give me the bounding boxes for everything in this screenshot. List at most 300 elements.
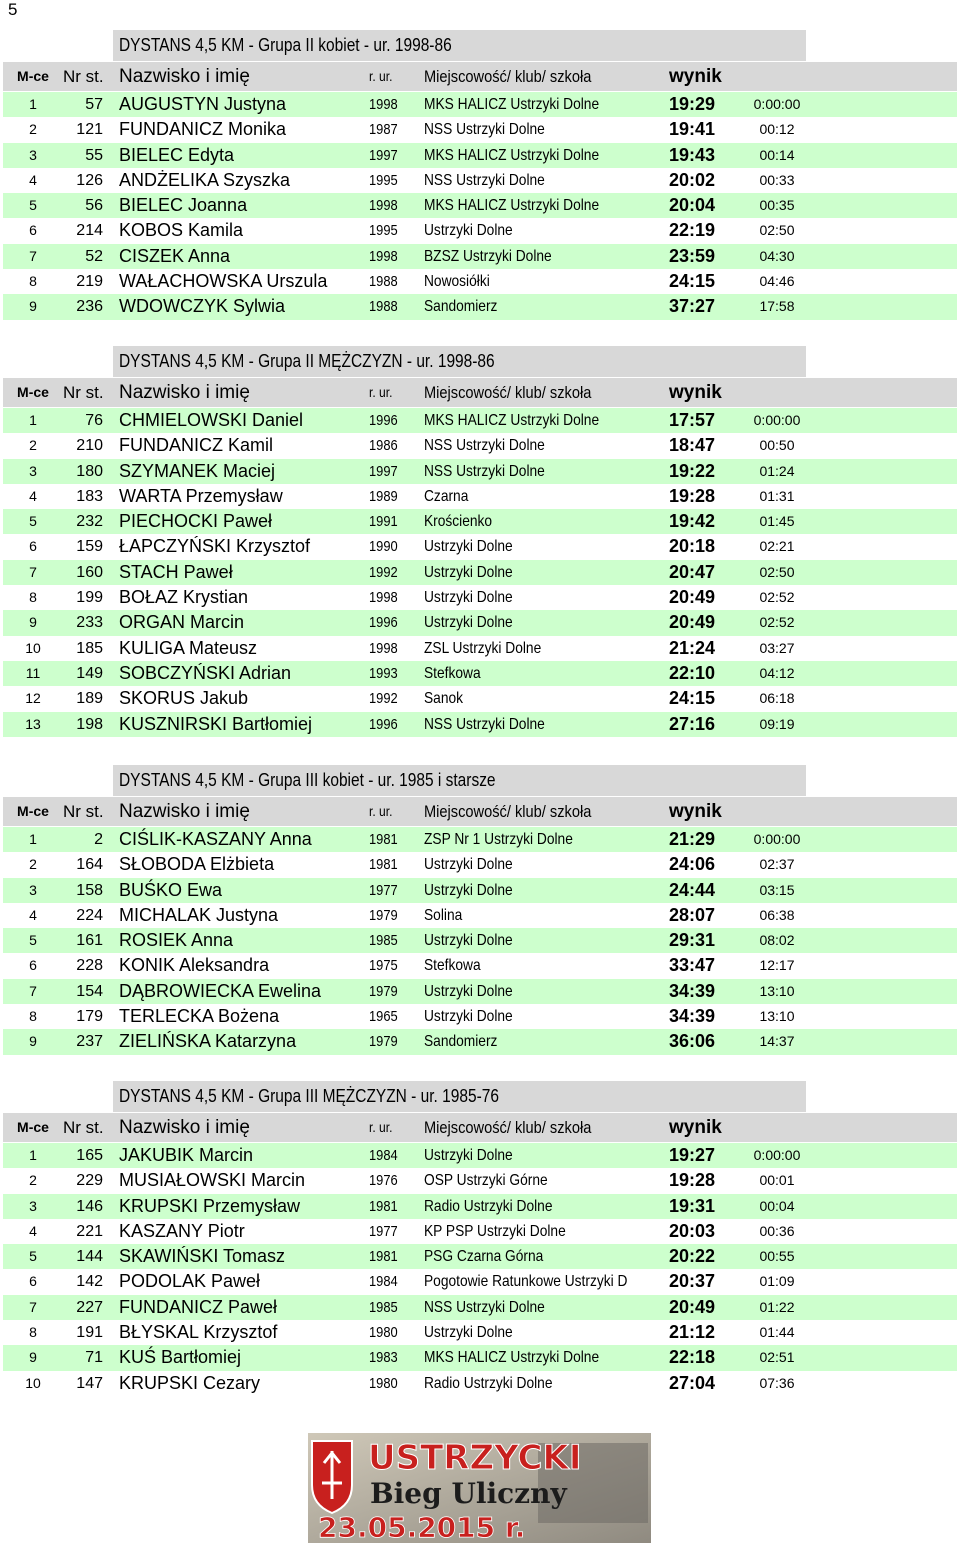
club [424, 1219, 652, 1244]
time-gap: 13:10 [759, 982, 795, 999]
place: 2 [29, 121, 37, 138]
runner-name: WDOWCZYK Sylwia [119, 296, 285, 317]
time-gap: 14:37 [759, 1033, 795, 1050]
table-row [3, 903, 957, 928]
birth-year-text: 1992 [369, 690, 398, 708]
header-club [424, 797, 652, 826]
birth-year-text: 1996 [369, 412, 398, 429]
club [424, 878, 652, 903]
club [424, 827, 652, 852]
runner-name: KOBOS Kamila [119, 220, 244, 241]
table-row [3, 1168, 957, 1193]
result-time: 24:15 [669, 688, 716, 709]
table-row [3, 1219, 957, 1244]
table-row [3, 928, 957, 953]
result-time: 20:04 [669, 195, 716, 216]
time-gap: 02:50 [759, 563, 795, 580]
section-title-text: DYSTANS 4,5 KM - Grupa II kobiet - ur. 1998-86 [119, 35, 452, 55]
runner-name: MICHALAK Justyna [119, 904, 279, 925]
place: 9 [29, 1033, 37, 1050]
place: 2 [29, 1172, 37, 1189]
header-nr: Nr st. [63, 67, 104, 86]
birth-year [369, 1244, 402, 1269]
bib-number: 228 [76, 957, 103, 975]
bib-number: 159 [76, 538, 103, 556]
runner-name: KONIK Aleksandra [119, 955, 270, 976]
club-text: ZSL Ustrzyki Dolne [424, 639, 542, 657]
club [424, 1194, 652, 1219]
result-time: 33:47 [669, 955, 716, 976]
place: 2 [29, 437, 37, 454]
place: 2 [29, 856, 37, 873]
club-text: NSS Ustrzyki Dolne [424, 121, 545, 139]
birth-year-text: 1979 [369, 1033, 398, 1051]
place: 12 [25, 690, 41, 707]
place: 7 [29, 1298, 37, 1315]
club-text: Stefkowa [424, 957, 481, 975]
birth-year-text: 1996 [369, 715, 398, 733]
table-row [3, 117, 957, 142]
result-time: 27:16 [669, 713, 716, 734]
time-gap: 08:02 [759, 932, 795, 949]
place: 7 [29, 247, 37, 264]
table-row [3, 1004, 957, 1029]
header-year [369, 62, 396, 91]
birth-year-text: 1988 [369, 273, 398, 291]
time-gap: 07:36 [759, 1374, 795, 1391]
place: 6 [29, 1273, 37, 1290]
time-gap: 00:55 [759, 1248, 795, 1265]
runner-name: FUNDANICZ Paweł [119, 1296, 278, 1317]
header-result: wynik [669, 382, 722, 403]
birth-year [369, 560, 402, 585]
time-gap: 13:10 [759, 1008, 795, 1025]
result-time: 20:22 [669, 1246, 716, 1267]
birth-year-text: 1977 [369, 881, 398, 899]
birth-year [369, 92, 402, 117]
table-row [3, 686, 957, 711]
header-club-text: Miejscowość/ klub/ szkoła [424, 67, 592, 86]
club [424, 459, 652, 484]
table-row [3, 193, 957, 218]
runner-name: BOŁAZ Krystian [119, 587, 249, 608]
table-row [3, 1194, 957, 1219]
time-gap: 03:15 [759, 881, 795, 898]
header-year-text: r. ur. [369, 803, 393, 819]
table-row [3, 1029, 957, 1054]
table-row [3, 1295, 957, 1320]
birth-year [369, 143, 402, 168]
table-header [3, 797, 957, 826]
logo-date: 23.05.2015 r. [318, 1511, 526, 1543]
club [424, 433, 652, 458]
bib-number: 199 [76, 589, 103, 607]
bib-number: 126 [76, 171, 103, 189]
place: 9 [29, 298, 37, 315]
header-nr: Nr st. [63, 1118, 104, 1137]
club [424, 269, 652, 294]
club [424, 1143, 652, 1168]
bib-number: 161 [76, 932, 103, 950]
result-time: 19:43 [669, 144, 716, 165]
bib-number: 2 [94, 831, 103, 848]
time-gap: 04:12 [759, 664, 795, 681]
club [424, 218, 652, 243]
birth-year [369, 1143, 402, 1168]
birth-year-text: 1990 [369, 538, 398, 556]
header-result: wynik [669, 801, 722, 822]
place: 1 [29, 831, 37, 847]
club-text: Sandomierz [424, 298, 498, 316]
table-row [3, 459, 957, 484]
time-gap: 0:00:00 [753, 831, 801, 847]
birth-year-text: 1983 [369, 1349, 398, 1367]
header-result: wynik [669, 1117, 722, 1138]
bib-number: 154 [76, 982, 103, 1000]
birth-year [369, 878, 402, 903]
club [424, 168, 652, 193]
header-club-text: Miejscowość/ klub/ szkoła [424, 1118, 592, 1137]
header-club [424, 62, 652, 91]
club [424, 117, 652, 142]
birth-year-text: 1998 [369, 247, 398, 265]
result-time: 21:29 [669, 829, 716, 849]
result-time: 20:18 [669, 536, 716, 557]
header-club [424, 378, 652, 407]
table-header [3, 1113, 957, 1142]
birth-year [369, 244, 402, 269]
time-gap: 01:44 [759, 1324, 795, 1341]
club [424, 1371, 652, 1396]
bib-number: 71 [85, 1349, 103, 1367]
club-text: BZSZ Ustrzyki Dolne [424, 247, 552, 265]
section-title [113, 30, 806, 61]
runner-name: SZYMANEK Maciej [119, 460, 276, 481]
club-text: NSS Ustrzyki Dolne [424, 715, 545, 733]
birth-year-text: 1980 [369, 1324, 398, 1342]
runner-name: ZIELIŃSKA Katarzyna [119, 1031, 297, 1052]
place: 8 [29, 1008, 37, 1025]
club-text: Ustrzyki Dolne [424, 982, 513, 1000]
time-gap: 0:00:00 [753, 96, 801, 112]
result-time: 22:19 [669, 220, 716, 241]
runner-name: SŁOBODA Elżbieta [119, 854, 275, 875]
place: 6 [29, 222, 37, 239]
birth-year [369, 636, 402, 661]
club-text: Radio Ustrzyki Dolne [424, 1374, 553, 1392]
section-title [113, 1081, 806, 1112]
time-gap: 0:00:00 [753, 412, 801, 428]
club-text: Ustrzyki Dolne [424, 881, 513, 899]
coat-of-arms-icon [312, 1441, 352, 1513]
place: 5 [29, 197, 37, 214]
time-gap: 00:36 [759, 1222, 795, 1239]
table-row [3, 585, 957, 610]
club-text: ZSP Nr 1 Ustrzyki Dolne [424, 831, 573, 848]
birth-year [369, 509, 402, 534]
time-gap: 00:33 [759, 171, 795, 188]
table-row [3, 712, 957, 737]
bib-number: 233 [76, 614, 103, 632]
result-time: 20:49 [669, 1296, 716, 1317]
runner-name: KULIGA Mateusz [119, 637, 258, 658]
result-time: 17:57 [669, 410, 716, 430]
result-time: 19:41 [669, 119, 716, 140]
table-row [3, 509, 957, 534]
club-text: MKS HALICZ Ustrzyki Dolne [424, 96, 600, 113]
table-row [3, 534, 957, 559]
birth-year-text: 1975 [369, 957, 398, 975]
club [424, 1029, 652, 1054]
club [424, 928, 652, 953]
bib-number: 189 [76, 690, 103, 708]
result-time: 20:49 [669, 587, 716, 608]
runner-name: SKAWIŃSKI Tomasz [119, 1246, 286, 1267]
birth-year-text: 1984 [369, 1147, 398, 1164]
section-title-text: DYSTANS 4,5 KM - Grupa II MĘŻCZYZN - ur. 1998-86 [119, 351, 495, 371]
result-time: 24:06 [669, 854, 716, 875]
table-row [3, 168, 957, 193]
page-number: 5 [8, 0, 18, 19]
bib-number: 146 [76, 1197, 103, 1215]
place: 10 [25, 639, 41, 656]
club-text: Ustrzyki Dolne [424, 589, 513, 607]
birth-year [369, 433, 402, 458]
result-time: 20:02 [669, 169, 716, 190]
table-row [3, 484, 957, 509]
table-row [3, 953, 957, 978]
header-year-text: r. ur. [369, 384, 393, 400]
club-text: Ustrzyki Dolne [424, 1147, 513, 1164]
time-gap: 01:31 [759, 487, 795, 504]
bib-number: 52 [85, 247, 103, 265]
place: 6 [29, 538, 37, 555]
result-time: 20:49 [669, 612, 716, 633]
bib-number: 76 [85, 412, 103, 429]
bib-number: 56 [85, 197, 103, 215]
club [424, 1168, 652, 1193]
table-header [3, 378, 957, 407]
section-title-text: DYSTANS 4,5 KM - Grupa III kobiet - ur. 1985 i starsze [119, 770, 496, 790]
bib-number: 224 [76, 906, 103, 924]
result-time: 19:31 [669, 1195, 716, 1216]
result-time: 34:39 [669, 1006, 716, 1027]
place: 3 [29, 1197, 37, 1214]
time-gap: 02:51 [759, 1349, 795, 1366]
time-gap: 17:58 [759, 298, 795, 315]
club-text: Ustrzyki Dolne [424, 1008, 513, 1026]
logo-subtitle: Bieg Uliczny [370, 1477, 567, 1510]
time-gap: 00:35 [759, 197, 795, 214]
birth-year [369, 1004, 402, 1029]
place: 3 [29, 881, 37, 898]
club-text: Radio Ustrzyki Dolne [424, 1197, 553, 1215]
club-text: NSS Ustrzyki Dolne [424, 1298, 545, 1316]
club-text: NSS Ustrzyki Dolne [424, 171, 545, 189]
birth-year-text: 1981 [369, 1197, 398, 1215]
place: 10 [25, 1374, 41, 1391]
result-time: 27:04 [669, 1372, 716, 1393]
bib-number: 55 [85, 146, 103, 164]
time-gap: 01:45 [759, 513, 795, 530]
result-time: 19:28 [669, 1170, 716, 1191]
birth-year-text: 1991 [369, 513, 398, 531]
header-year-text: r. ur. [369, 1119, 393, 1135]
place: 4 [29, 171, 37, 188]
bib-number: 221 [76, 1222, 103, 1240]
time-gap: 02:21 [759, 538, 795, 555]
runner-name: KUŚ Bartłomiej [119, 1347, 242, 1368]
birth-year [369, 484, 402, 509]
club-text: Ustrzyki Dolne [424, 856, 513, 874]
club [424, 294, 652, 319]
runner-name: WAŁACHOWSKA Urszula [119, 271, 328, 292]
club-text: Czarna [424, 487, 469, 505]
place: 7 [29, 563, 37, 580]
event-logo [308, 1433, 651, 1543]
birth-year [369, 1345, 402, 1370]
section-title [113, 346, 806, 377]
result-time: 20:47 [669, 561, 716, 582]
table-row [3, 143, 957, 168]
birth-year-text: 1988 [369, 298, 398, 316]
runner-name: BŁYSKAL Krzysztof [119, 1322, 278, 1343]
header-club [424, 1113, 652, 1142]
birth-year-text: 1980 [369, 1374, 398, 1392]
place: 9 [29, 1349, 37, 1366]
club-text: Ustrzyki Dolne [424, 538, 513, 556]
birth-year-text: 1979 [369, 982, 398, 1000]
time-gap: 04:30 [759, 247, 795, 264]
birth-year [369, 1168, 402, 1193]
birth-year [369, 1194, 402, 1219]
runner-name: ROSIEK Anna [119, 930, 234, 951]
bib-number: 149 [76, 664, 103, 682]
time-gap: 00:04 [759, 1197, 795, 1214]
runner-name: FUNDANICZ Kamil [119, 435, 274, 456]
time-gap: 02:37 [759, 856, 795, 873]
runner-name: FUNDANICZ Monika [119, 119, 287, 140]
result-time: 28:07 [669, 904, 716, 925]
birth-year [369, 294, 402, 319]
time-gap: 02:50 [759, 222, 795, 239]
club-text: MKS HALICZ Ustrzyki Dolne [424, 412, 600, 429]
runner-name: DĄBROWIECKA Ewelina [119, 980, 322, 1001]
bib-number: 179 [76, 1008, 103, 1026]
club-text: MKS HALICZ Ustrzyki Dolne [424, 146, 600, 164]
birth-year-text: 1987 [369, 121, 398, 139]
birth-year [369, 686, 402, 711]
table-row [3, 1345, 957, 1370]
birth-year-text: 1984 [369, 1273, 398, 1291]
result-time: 18:47 [669, 435, 716, 456]
bib-number: 232 [76, 513, 103, 531]
logo-title: USTRZYCKI [368, 1438, 582, 1478]
club-text: Ustrzyki Dolne [424, 222, 513, 240]
table-row [3, 878, 957, 903]
birth-year-text: 1996 [369, 614, 398, 632]
birth-year [369, 928, 402, 953]
table-body [3, 1143, 957, 1396]
birth-year [369, 827, 402, 852]
header-name: Nazwisko i imię [119, 801, 250, 822]
club-text: Sanok [424, 690, 464, 708]
birth-year-text: 1997 [369, 146, 398, 164]
place: 4 [29, 1222, 37, 1239]
table-row [3, 1320, 957, 1345]
table-row [3, 636, 957, 661]
table-row [3, 433, 957, 458]
time-gap: 06:18 [759, 690, 795, 707]
runner-name: WARTA Przemysław [119, 485, 283, 506]
table-row [3, 610, 957, 635]
birth-year-text: 1989 [369, 487, 398, 505]
header-name: Nazwisko i imię [119, 382, 250, 403]
birth-year [369, 459, 402, 484]
club-text: Solina [424, 906, 463, 924]
time-gap: 00:14 [759, 146, 795, 163]
place: 9 [29, 614, 37, 631]
birth-year [369, 610, 402, 635]
birth-year-text: 1985 [369, 1298, 398, 1316]
birth-year [369, 1371, 402, 1396]
birth-year-text: 1998 [369, 197, 398, 215]
birth-year [369, 193, 402, 218]
runner-name: SOBCZYŃSKI Adrian [119, 662, 292, 683]
birth-year-text: 1981 [369, 1248, 398, 1266]
table-header [3, 62, 957, 91]
birth-year-text: 1998 [369, 639, 398, 657]
time-gap: 03:27 [759, 639, 795, 656]
result-time: 36:06 [669, 1031, 716, 1052]
result-time: 19:28 [669, 485, 716, 506]
club [424, 484, 652, 509]
club [424, 244, 652, 269]
club-text: Ustrzyki Dolne [424, 932, 513, 950]
result-time: 19:22 [669, 460, 716, 481]
bib-number: 210 [76, 437, 103, 455]
birth-year-text: 1985 [369, 932, 398, 950]
result-time: 23:59 [669, 245, 716, 266]
place: 5 [29, 932, 37, 949]
bib-number: 121 [76, 121, 103, 139]
runner-name: ŁAPCZYŃSKI Krzysztof [119, 536, 311, 557]
table-row [3, 218, 957, 243]
table-row [3, 92, 957, 117]
runner-name: MUSIAŁOWSKI Marcin [119, 1170, 306, 1191]
header-club-text: Miejscowość/ klub/ szkoła [424, 802, 592, 821]
club [424, 1320, 652, 1345]
time-gap: 00:50 [759, 437, 795, 454]
table-row [3, 1143, 957, 1168]
result-time: 29:31 [669, 930, 716, 951]
bib-number: 191 [76, 1324, 103, 1342]
birth-year-text: 1981 [369, 831, 398, 848]
birth-year-text: 1998 [369, 589, 398, 607]
runner-name: PODOLAK Paweł [119, 1271, 261, 1292]
club-text: NSS Ustrzyki Dolne [424, 462, 545, 480]
birth-year-text: 1995 [369, 222, 398, 240]
birth-year [369, 168, 402, 193]
time-gap: 00:01 [759, 1172, 795, 1189]
place: 1 [29, 412, 37, 428]
runner-name: PIECHOCKI Paweł [119, 511, 273, 532]
birth-year [369, 953, 402, 978]
result-time: 22:18 [669, 1347, 716, 1368]
bib-number: 147 [76, 1374, 103, 1392]
bib-number: 219 [76, 273, 103, 291]
club [424, 661, 652, 686]
